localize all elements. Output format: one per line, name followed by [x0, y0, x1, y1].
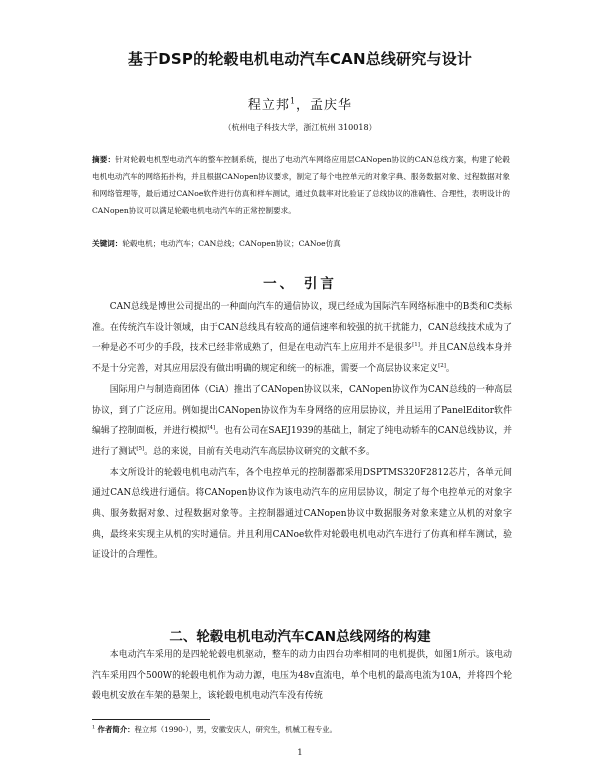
author-1: 程立邦 [247, 98, 290, 113]
page-number: 1 [297, 748, 303, 758]
citation: [1] [412, 342, 420, 349]
author-separator: ， [296, 98, 311, 113]
abstract-label: 摘要： [92, 155, 116, 164]
abstract [92, 151, 510, 219]
paragraph-text: 。总的来说，目前有关电动汽车高层协议研究的文献不多。 [144, 446, 375, 457]
paragraph [92, 297, 512, 380]
citation: [4] [207, 425, 216, 432]
footnote [92, 724, 512, 735]
keywords-text: 轮毂电机；电动汽车；CAN总线；CANopen协议；CANoe仿真 [122, 239, 341, 248]
paragraph-text: 国际用户与制造商团体（CiA）推出了CANopen协议以来，CANopen协议作为CAN总线的一种高层协议，到了广泛应用。例如提出CANopen协议作为车身网络的应用层协议，并且运用了PanelEditor软件编辑了控制面板，并进行模拟 [92, 384, 512, 437]
paragraph: 本文所设计的轮毂电机电动汽车，各个电控单元的控制器都采用DSPTMS320F2812芯片，各单元间通过CAN总线进行通信。将CANopen协议作为该电动汽车的应用层协议，制定了每个电控单元的对象字典、服务数据对象、过程数据对象等。主控制器通过CANopen协议中数据服务对象来建立从机的对象字典，最终来实现主从机的实时通信。并且利用CANoe软件对轮毂电机电动汽车进行了仿真和样车测试，验证设计的合理性。 [92, 467, 512, 561]
paragraph [92, 380, 512, 463]
footnote-divider [92, 719, 210, 720]
keywords-label: 关键词： [92, 239, 123, 248]
paragraph-text: 。 [445, 364, 455, 375]
section-2-heading: 二、轮毂电机电动汽车CAN总线网络的构建 [169, 629, 431, 645]
footnote-mark: 1 [92, 724, 96, 731]
keywords [92, 238, 510, 249]
paragraph: 本电动汽车采用的是四轮轮毂电机驱动，整车的动力由四台功率相同的电机提供，如图1所示。该电动汽车采用四个500W的轮毂电机作为动力源，电压为48v直流电，单个电机的最高电流为10A，并将四个轮毂电机安放在车架的悬架上，该轮毂电机电动汽车没有传统 [92, 650, 512, 702]
footnote-text: 程立邦（1990-），男，安徽安庆人，研究生，机械工程专业。 [134, 725, 337, 734]
footnote-label: 作者简介： [97, 725, 135, 734]
author-2: 孟庆华 [310, 98, 353, 113]
citation: [2] [438, 363, 446, 370]
paper-title: 基于DSP的轮毂电机电动汽车CAN总线研究与设计 [127, 50, 473, 68]
section-1-body [92, 297, 512, 566]
abstract-text: 针对轮毂电机型电动汽车的整车控制系统，提出了电动汽车网络应用层CANopen协议的CAN总线方案，构建了轮毂电机电动汽车的网络拓扑构，并且根据CANopen协议要求，制定了每个电控单元的对象字典、服务数据对象、过程数据对象和网络管理等，最后通过CANoe软件进行仿真和样车测试，通过负载率对比验证了总线协议的准确性、合理性，表明设计的CANopen协议可以满足轮毂电机电动汽车的正常控制要求。 [92, 155, 510, 215]
paragraph-text: 。并且CAN总线本身并不是十分完善，对其应用层没有做出明确的规定和统一的标准，需要一个高层协议来定义 [92, 343, 513, 375]
author-1-footnote-mark: 1 [289, 96, 297, 106]
affiliation: （杭州电子科技大学，浙江杭州 310018） [223, 123, 377, 132]
citation: [5] [136, 445, 145, 452]
section-1-heading: 一、 引言 [263, 276, 337, 292]
section-2-body [92, 645, 512, 707]
author-line [0, 94, 600, 113]
paragraph-text: CAN总线是博世公司提出的一种面向汽车的通信协议，现已经成为国际汽车网络标准中的B类和C类标准。在传统汽车设计领域，由于CAN总线具有较高的通信速率和较强的抗干扰能力，CAN总线技术成为了一种是必不可少的手段，技术已经非常成熟了，但是在电动汽车上应用并不是很多 [92, 302, 512, 354]
paragraph-text: 。也有公司在SAEJ1939的基础上，制定了纯电动轿车的CAN总线协议，并进行了测试 [92, 426, 512, 457]
